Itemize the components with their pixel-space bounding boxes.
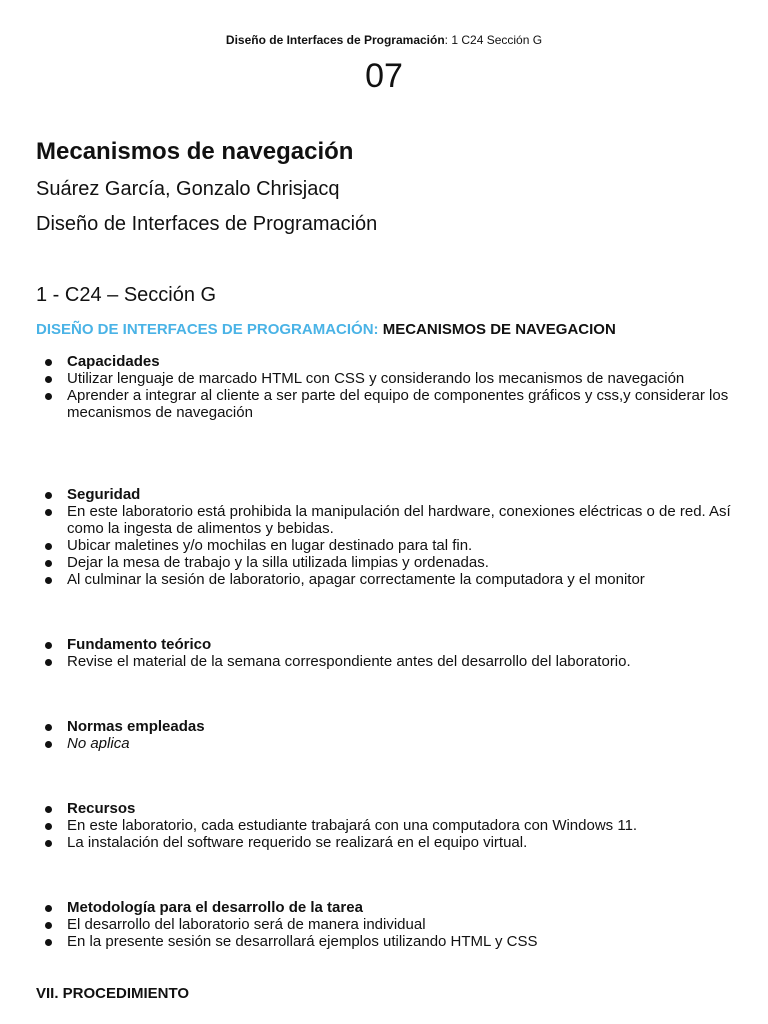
list-item	[36, 817, 736, 834]
list-heading	[36, 353, 736, 370]
item-text: Utilizar lenguaje de marcado HTML con CSS y considerando los mecanismos de navegación	[67, 370, 685, 387]
cut-off-heading-text: VII. PROCEDIMIENTO	[36, 985, 190, 1002]
seguridad-list	[36, 486, 736, 588]
list-heading	[36, 899, 736, 916]
recursos-list	[36, 800, 736, 851]
item-text: Dejar la mesa de trabajo y la silla utilizada limpias y ordenadas.	[67, 554, 489, 571]
bullet-icon	[45, 509, 52, 516]
item-text: La instalación del software requerido se realizará en el equipo virtual.	[67, 834, 528, 851]
item-text: No aplica	[67, 735, 130, 752]
list-item	[36, 735, 736, 752]
item-text: Aprender a integrar al cliente a ser parte del equipo de componentes gráficos y css,y considerar los mecanismos de navegación	[67, 387, 729, 421]
course-name: Diseño de Interfaces de Programación	[36, 213, 378, 235]
item-text: En este laboratorio está prohibida la manipulación del hardware, conexiones eléctricas o de red. Así como la ingesta de alimentos y bebidas.	[67, 503, 731, 537]
list-heading	[36, 486, 736, 503]
heading-text: Capacidades	[67, 353, 160, 370]
bullet-icon	[45, 577, 52, 584]
metodologia-list	[36, 899, 736, 950]
list-item	[36, 503, 736, 537]
bullet-icon	[45, 560, 52, 567]
bullet-icon	[45, 823, 52, 830]
bullet-icon	[45, 741, 52, 748]
header-course-detail: : 1 C24 Sección G	[444, 33, 543, 47]
heading-text: Seguridad	[67, 486, 141, 503]
cut-off-heading	[36, 985, 190, 1002]
page-number: 07	[365, 57, 403, 95]
list-item	[36, 554, 736, 571]
list-item	[36, 571, 736, 588]
capacidades-list	[36, 353, 736, 421]
list-item	[36, 653, 736, 670]
list-item	[36, 387, 736, 421]
item-text: Ubicar maletines y/o mochilas en lugar destinado para tal fin.	[67, 537, 473, 554]
item-text: Revise el material de la semana correspondiente antes del desarrollo del laboratorio.	[67, 653, 631, 670]
running-header	[0, 33, 768, 47]
item-text: El desarrollo del laboratorio será de manera individual	[67, 916, 426, 933]
list-item	[36, 370, 736, 387]
item-text: En la presente sesión se desarrollará ejemplos utilizando HTML y CSS	[67, 933, 538, 950]
item-text: En este laboratorio, cada estudiante trabajará con una computadora con Windows 11.	[67, 817, 638, 834]
bullet-icon	[45, 724, 52, 731]
bullet-icon	[45, 659, 52, 666]
list-heading	[36, 718, 736, 735]
list-item	[36, 537, 736, 554]
header-course: Diseño de Interfaces de Programación	[225, 33, 445, 47]
bullet-icon	[45, 376, 52, 383]
list-heading	[36, 636, 736, 653]
heading-text: Recursos	[67, 800, 136, 817]
heading-text: Normas empleadas	[67, 718, 205, 735]
list-item	[36, 916, 736, 933]
item-text: Al culminar la sesión de laboratorio, apagar correctamente la computadora y el monitor	[67, 571, 645, 588]
list-heading	[36, 800, 736, 817]
author-name: Suárez García, Gonzalo Chrisjacq	[36, 178, 340, 200]
fundamento-list	[36, 636, 736, 670]
bullet-icon	[45, 543, 52, 550]
subject-prefix: DISEÑO DE INTERFACES DE PROGRAMACIÓN:	[36, 321, 379, 338]
section-label: 1 - C24 – Sección G	[36, 284, 217, 306]
heading-text: Fundamento teórico	[67, 636, 212, 653]
normas-list	[36, 718, 736, 752]
list-item	[36, 933, 736, 950]
bullet-icon	[45, 492, 52, 499]
document-title: Mecanismos de navegación	[36, 138, 354, 165]
bullet-icon	[45, 806, 52, 813]
bullet-icon	[45, 840, 52, 847]
heading-text: Metodología para el desarrollo de la tarea	[67, 899, 363, 916]
bullet-icon	[45, 359, 52, 366]
bullet-icon	[45, 922, 52, 929]
bullet-icon	[45, 905, 52, 912]
bullet-icon	[45, 642, 52, 649]
bullet-icon	[45, 393, 52, 400]
list-item	[36, 834, 736, 851]
subject-line	[36, 321, 616, 339]
bullet-icon	[45, 939, 52, 946]
subject-topic: MECANISMOS DE NAVEGACION	[378, 321, 616, 338]
